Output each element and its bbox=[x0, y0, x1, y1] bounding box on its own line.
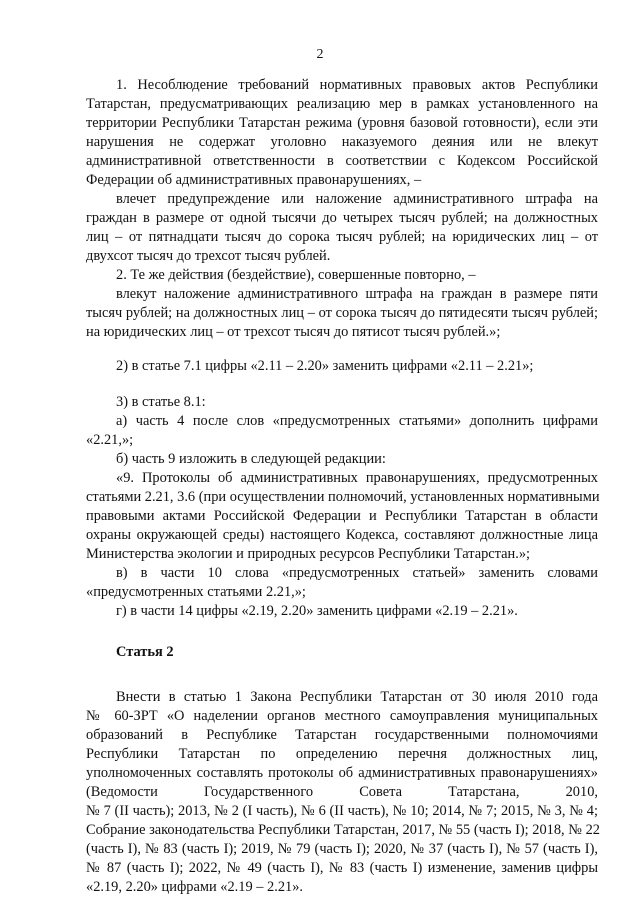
text-line: нарушения не содержат уголовно наказуемого деяния или не влекут bbox=[86, 134, 598, 150]
text-line: в) в части 10 слова «предусмотренных статьей» заменить словами bbox=[116, 565, 598, 581]
text-line: «2.19, 2.20» цифрами «2.19 – 2.21». bbox=[86, 879, 304, 895]
text-line: 2. Те же действия (бездействие), совершенные повторно, – bbox=[116, 267, 476, 283]
text-line: правовыми актами Российской Федерации и Республики Татарстан в области bbox=[86, 508, 598, 524]
text-line: статьями 2.21, 3.6 (при осуществлении полномочий, установленных нормативными bbox=[86, 489, 600, 505]
text-line: охраны окружающей среды) настоящего Кодекса, составляют должностные лица bbox=[86, 527, 598, 543]
text-line: на юридических лиц – от трехсот тысяч до пятисот тысяч рублей.»; bbox=[86, 324, 501, 340]
text-line: влечет предупреждение или наложение административного штрафа на bbox=[116, 191, 598, 207]
text-line: образований в Республике Татарстан государственными полномочиями bbox=[86, 727, 598, 743]
text-line: б) часть 9 изложить в следующей редакции: bbox=[116, 451, 386, 467]
text-line: двухсот тысяч до трехсот тысяч рублей. bbox=[86, 248, 331, 264]
text-line: 3) в статье 8.1: bbox=[116, 394, 206, 410]
text-line: граждан в размере от одной тысячи до четырех тысяч рублей; на должностных bbox=[86, 210, 598, 226]
text-line: территории Республики Татарстан режима (уровня базовой готовности), если эти bbox=[86, 115, 598, 131]
text-line: № 7 (II часть); 2013, № 2 (I часть), № 6 (II часть), № 10; 2014, № 7; 2015, № 3, № 4; bbox=[86, 803, 598, 819]
page-number: 2 bbox=[316, 47, 324, 62]
text-line: «9. Протоколы об административных правонарушениях, предусмотренных bbox=[116, 470, 598, 486]
text-line: а) часть 4 после слов «предусмотренных статьями» дополнить цифрами bbox=[116, 413, 598, 429]
text-line: административной ответственности в соответствии с Кодексом Российской bbox=[86, 153, 598, 169]
text-line: Министерства экологии и природных ресурсов Республики Татарстан.»; bbox=[86, 546, 531, 562]
text-line: Федерации об административных правонарушениях, – bbox=[86, 172, 422, 188]
text-line: 1. Несоблюдение требований нормативных правовых актов Республики bbox=[116, 77, 598, 93]
text-line: 2) в статье 7.1 цифры «2.11 – 2.20» заменить цифрами «2.11 – 2.21»; bbox=[116, 358, 534, 374]
text-line: тысяч рублей; на должностных лиц – от сорока тысяч до пятидесяти тысяч рублей; bbox=[86, 305, 598, 321]
text-line: № 87 (часть I); 2022, № 49 (часть I), № 83 (часть I) изменение, заменив цифры bbox=[86, 860, 598, 876]
text-line: Собрание законодательства Республики Татарстан, 2017, № 55 (часть I); 2018, № 22 bbox=[86, 822, 600, 838]
text-line: влекут наложение административного штрафа на граждан в размере пяти bbox=[116, 286, 598, 302]
text-line: уполномоченных составлять протоколы об административных правонарушениях» bbox=[86, 765, 598, 781]
text-line: лиц – от пятнадцати тысяч до сорока тысяч рублей; на юридических лиц – от bbox=[86, 229, 598, 245]
text-line: «2.21,»; bbox=[86, 432, 134, 448]
text-line: Татарстан, предусматривающих реализацию мер в рамках установленного на bbox=[86, 96, 598, 112]
text-line: «предусмотренных статьями 2.21,»; bbox=[86, 584, 306, 600]
text-line: (Ведомости Государственного Совета Татарстана, 2010, bbox=[86, 784, 598, 800]
text-line: (часть I), № 83 (часть I); 2019, № 79 (часть I); 2020, № 37 (часть I), № 57 (часть I), bbox=[86, 841, 598, 857]
text-line: Республики Татарстан по определению перечня должностных лиц, bbox=[86, 746, 598, 762]
text-line: Внести в статью 1 Закона Республики Татарстан от 30 июля 2010 года bbox=[116, 689, 598, 705]
text-line: № 60-ЗРТ «О наделении органов местного самоуправления муниципальных bbox=[86, 708, 598, 724]
text-line: г) в части 14 цифры «2.19, 2.20» заменить цифрами «2.19 – 2.21». bbox=[116, 603, 518, 619]
article-heading: Статья 2 bbox=[116, 644, 174, 660]
